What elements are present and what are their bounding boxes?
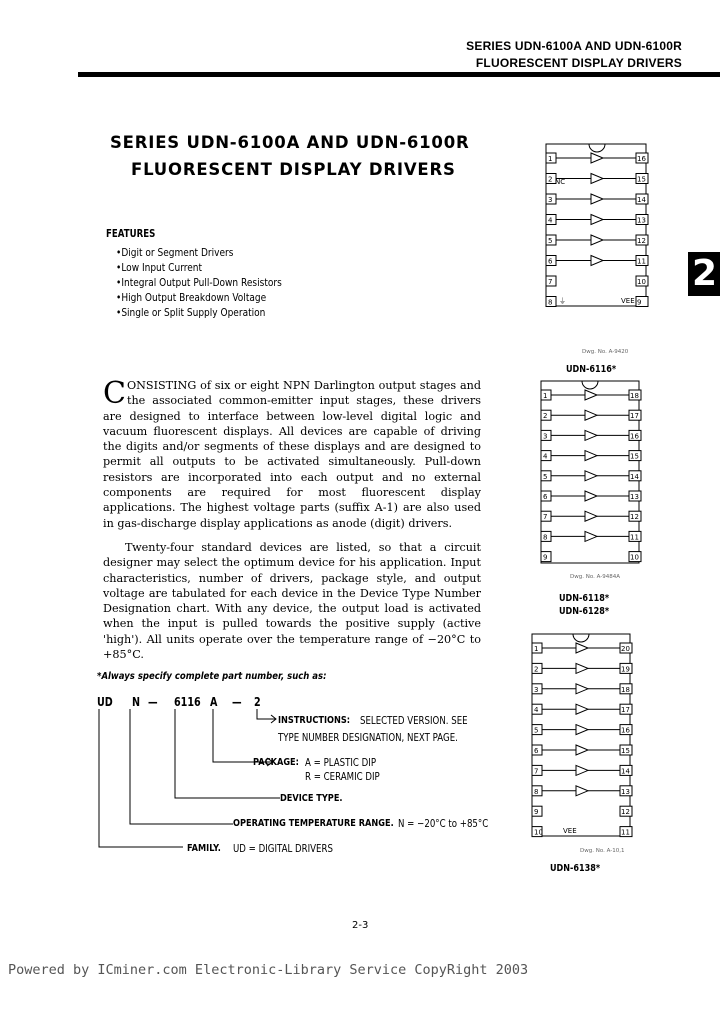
driver-buffer: [591, 235, 603, 245]
ic-package-outline: [532, 634, 630, 836]
diagram-1-caption: UDN-6116*: [566, 364, 617, 375]
pin-number-right: 13: [630, 493, 639, 501]
driver-buffer: [576, 643, 588, 653]
pin-number-left: 2: [548, 175, 553, 184]
intro-paragraph: [103, 378, 481, 531]
pin-number-left: 8: [543, 533, 548, 542]
feature-item: •Digit or Segment Drivers: [116, 246, 234, 259]
driver-buffer: [585, 430, 597, 440]
pin-number-right: 11: [630, 533, 639, 542]
driver-buffer: [585, 451, 597, 461]
pin-number-right: 13: [637, 216, 646, 225]
pin-number-left: 5: [534, 726, 539, 735]
pin-number-left: 6: [534, 747, 539, 755]
second-paragraph: Twenty-four standard devices are listed, so that a circuit designer may select the optimum device for his application. Input characteristics, number of drivers, package style, and output voltage are tabulated for each device in the Device Type Number Designation chart. With any device, the output load is activated when the input is pulled towards the positive supply (active 'high'). All units operate over the temperature range of −20°C to +85°C.: [103, 541, 481, 662]
instructions-value-2: TYPE NUMBER DESIGNATION, NEXT PAGE.: [278, 732, 458, 744]
pin-number-left: 3: [548, 196, 553, 204]
driver-buffer: [591, 256, 603, 266]
package-label: PACKAGE:: [253, 757, 299, 768]
pin-number-left: 9: [543, 553, 548, 562]
pin-number-right: 16: [637, 155, 646, 163]
driver-buffer: [585, 390, 597, 400]
instructions-label: INSTRUCTIONS:: [278, 715, 351, 726]
pin-number-left: 2: [543, 412, 548, 421]
pin-number-left: 7: [543, 513, 548, 522]
pin-number-left: 3: [534, 685, 539, 694]
feature-item: •Low Input Current: [116, 261, 203, 274]
pin-number-right: 19: [621, 665, 630, 674]
temp-range-label: OPERATING TEMPERATURE RANGE.: [233, 818, 394, 829]
driver-buffer: [591, 215, 603, 225]
section-tab: 2: [688, 252, 720, 296]
diagram-2-caption-2: UDN-6128*: [559, 606, 610, 617]
driver-buffer: [576, 663, 588, 673]
pin-number-left: 4: [548, 216, 553, 225]
driver-buffer: [585, 511, 597, 521]
pin-number-right: 16: [630, 432, 639, 441]
driver-buffer: [585, 491, 597, 501]
running-header-line2: FLUORESCENT DISPLAY DRIVERS: [475, 56, 682, 70]
footer-copyright: Powered by ICminer.com Electronic-Library Service CopyRight 2003: [8, 962, 529, 978]
pin-number-right: 18: [621, 685, 630, 694]
driver-buffer: [576, 704, 588, 714]
driver-buffer: [591, 174, 603, 184]
pinout-diagram-udn6138: [521, 630, 643, 842]
pin-number-left: 8: [534, 787, 539, 796]
page-number: 2-3: [352, 920, 369, 931]
pin-number-left: 1: [548, 155, 553, 163]
pin-number-left: 4: [543, 452, 548, 461]
driver-buffer: [585, 531, 597, 541]
diagram-1-dwg-no: Dwg. No. A-9420: [582, 349, 629, 355]
pin-number-right: 14: [621, 767, 630, 776]
features-heading: FEATURES: [106, 228, 156, 240]
pin-number-left: 5: [548, 237, 553, 245]
pin-number-right: 15: [637, 175, 646, 184]
pin-number-right: 15: [621, 747, 630, 755]
driver-buffer: [585, 410, 597, 420]
page-title-line1: SERIES UDN-6100A AND UDN-6100R: [110, 133, 470, 152]
part-number-note: *Always specify complete part number, such as:: [97, 671, 327, 682]
diagram-2-caption: UDN-6118*: [559, 593, 610, 604]
pin-number-left: 5: [543, 472, 548, 481]
pin-number-right: 17: [621, 706, 630, 715]
pin-number-right: 10: [637, 278, 646, 286]
pin-number-left: 3: [543, 432, 548, 441]
pinout-diagram-udn6116: [535, 140, 657, 315]
pn-device: 6116: [174, 695, 201, 709]
diagram-3-caption: UDN-6138*: [550, 863, 601, 874]
driver-buffer: [576, 786, 588, 796]
pn-temp: N: [132, 695, 141, 709]
package-value-1: A = PLASTIC DIP: [305, 757, 377, 769]
pin-number-left: 9: [534, 808, 539, 817]
pn-dash2: —: [232, 695, 242, 709]
gnd-symbol: ⏚: [559, 297, 566, 305]
temp-range-value: N = −20°C to +85°C: [398, 818, 489, 830]
driver-buffer: [591, 153, 603, 163]
header-rule: [78, 72, 720, 77]
pin-number-right: 15: [630, 452, 639, 461]
vee-label: VEE: [621, 297, 635, 305]
driver-buffer: [576, 765, 588, 775]
pin-number-right: 12: [637, 237, 646, 245]
driver-buffer: [576, 725, 588, 735]
device-type-label: DEVICE TYPE.: [280, 793, 343, 804]
part-number-leader-lines: [95, 705, 285, 860]
pin-number-right: 18: [630, 392, 639, 400]
pin-number-right: 11: [637, 257, 646, 266]
instructions-arrow: [262, 714, 278, 724]
pin-number-left: 2: [534, 665, 539, 674]
ic-package-outline: [546, 144, 646, 306]
pn-family: UD: [97, 695, 113, 709]
feature-item: •High Output Breakdown Voltage: [116, 291, 267, 304]
instructions-value: SELECTED VERSION. SEE: [360, 715, 468, 727]
feature-item: •Integral Output Pull-Down Resistors: [116, 276, 282, 289]
pin-number-left: 1: [534, 645, 539, 653]
driver-buffer: [576, 745, 588, 755]
pn-dash1: —: [148, 695, 158, 709]
diagram-2-dwg-no: Dwg. No. A-9484A: [570, 574, 620, 580]
pin-number-left: 10: [534, 828, 543, 837]
pin-number-left: 6: [548, 257, 553, 266]
intro-text: ONSISTING of six or eight NPN Darlington output stages and the associated common-emitter input stages, these drivers are designed to interface between low-level digital logic and vacuum fluorescent displays. All devices are capable of driving the digits and/or segments of these displays and are designed to permit all outputs to be activated simultaneously. Pull-down resistors are incorporated into each output and no external components are required for most fluorescent display applications. The highest voltage parts (suffix A-1) are also used in gas-discharge display applications as anode (digit) drivers.: [103, 379, 481, 530]
pin-number-left: 7: [534, 767, 539, 776]
pn-package: A: [210, 695, 218, 709]
package-value-2: R = CERAMIC DIP: [305, 771, 380, 783]
pin-number-right: 14: [637, 196, 646, 204]
pin-number-right: 14: [630, 472, 639, 481]
pin-number-left: 7: [548, 278, 553, 286]
pin-number-left: 4: [534, 706, 539, 715]
pin-number-right: 10: [630, 553, 639, 562]
feature-item: •Single or Split Supply Operation: [116, 306, 266, 319]
driver-buffer: [591, 194, 603, 204]
pin-number-left: 8: [548, 298, 553, 307]
pin-number-right: 13: [621, 787, 630, 796]
pn-instructions: 2: [254, 695, 261, 709]
pin-number-right: 12: [621, 808, 630, 817]
pin-number-right: 16: [621, 726, 630, 735]
drop-cap: C: [103, 376, 126, 411]
nc-pin-label: NC: [555, 178, 566, 186]
pin-number-right: 17: [630, 412, 639, 421]
pin-number-left: 6: [543, 493, 548, 501]
pinout-diagram-udn6118: [530, 377, 652, 569]
family-label: FAMILY.: [187, 843, 221, 854]
running-header-line1: SERIES UDN-6100A AND UDN-6100R: [466, 39, 682, 53]
driver-buffer: [576, 684, 588, 694]
diagram-3-dwg-no: Dwg. No. A-10,1: [580, 848, 625, 854]
driver-buffer: [585, 471, 597, 481]
pin-number-right: 12: [630, 513, 639, 522]
vee-label: VEE: [563, 827, 577, 835]
pin-number-right: 11: [621, 828, 630, 837]
pin-number-left: 1: [543, 392, 548, 400]
pin-number-right: 9: [637, 298, 642, 307]
page-title-line2: FLUORESCENT DISPLAY DRIVERS: [131, 160, 456, 179]
family-value: UD = DIGITAL DRIVERS: [233, 843, 333, 855]
pin-number-right: 20: [621, 645, 630, 653]
